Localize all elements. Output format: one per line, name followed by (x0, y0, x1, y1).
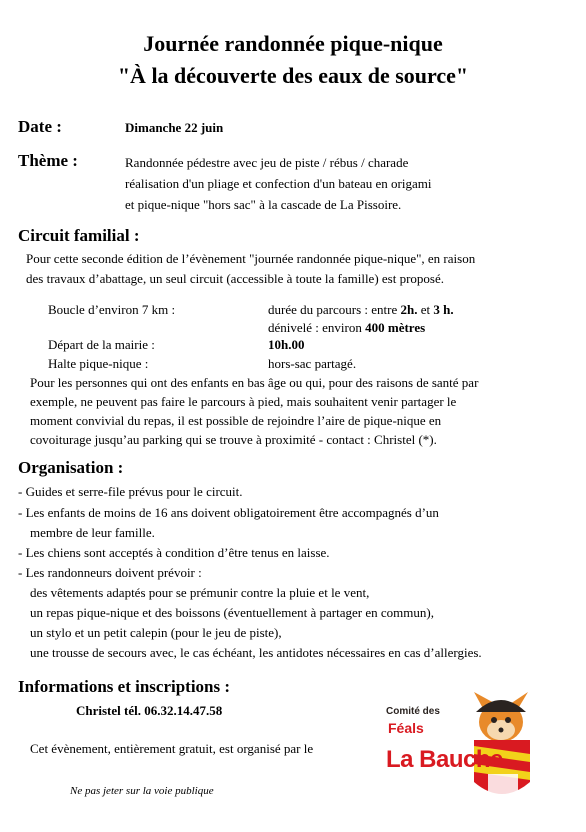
circuit-intro-line: des travaux d’abattage, un seul circuit (accessible à toute la famille) est proposé. (26, 271, 444, 286)
organisation-line: - Les randonneurs doivent prévoir : (18, 565, 202, 580)
organisation-line: - Les chiens sont acceptés à condition d’être tenus en laisse. (18, 545, 330, 560)
fox-mascot-icon (474, 692, 528, 742)
circuit-note-line: covoiturage jusqu’au parking qui se trouve à proximité - contact : Christel (*). (30, 432, 437, 447)
feals-la-bauche-logo (378, 686, 538, 806)
theme-line: réalisation d'un pliage et confection d'un bateau en origami (125, 176, 432, 191)
organisation-line: un stylo et un petit calepin (pour le jeu de piste), (30, 625, 282, 640)
duree-value: durée du parcours : entre 2h. et 3 h. (268, 302, 454, 317)
logo-comite-text: Comité des (386, 706, 440, 717)
circuit-note-line: Pour les personnes qui ont des enfants en bas âge ou qui, pour des raisons de santé par (30, 375, 479, 390)
organisation-line: - Les enfants de moins de 16 ans doivent obligatoirement être accompagnés d’un (18, 505, 439, 520)
denivele-value: dénivelé : environ 400 mètres (268, 320, 426, 335)
circuit-intro-line: Pour cette seconde édition de l’évènement "journée randonnée pique-nique", en raison (26, 251, 476, 266)
date-value: Dimanche 22 juin (125, 120, 224, 135)
circuit-heading: Circuit familial : (18, 226, 140, 245)
logo-la-bauche-text: La Bauche (386, 746, 503, 773)
logo-feals-text: Féals (388, 720, 424, 736)
organisation-line: membre de leur famille. (30, 525, 155, 540)
infos-heading: Informations et inscriptions : (18, 677, 231, 696)
theme-line: et pique-nique "hors sac" à la cascade de La Pissoire. (125, 197, 402, 212)
depart-label: Départ de la mairie : (48, 337, 155, 352)
organise-par-text: Cet évènement, entièrement gratuit, est organisé par le (30, 741, 314, 756)
depart-value: 10h.00 (268, 337, 305, 352)
contact-line: Christel tél. 06.32.14.47.58 (76, 703, 223, 718)
halte-label: Halte pique-nique : (48, 356, 149, 371)
page-subtitle: "À la découverte des eaux de source" (117, 63, 469, 88)
boucle-label: Boucle d’environ 7 km : (48, 302, 176, 317)
theme-label: Thème : (18, 151, 78, 170)
organisation-line: - Guides et serre-file prévus pour le circuit. (18, 484, 243, 499)
page-title: Journée randonnée pique-nique (143, 31, 443, 56)
circuit-note-line: exemple, ne peuvent pas faire le parcours à pied, mais souhaitent venir partager le (30, 394, 457, 409)
organisation-line: un repas pique-nique et des boissons (éventuellement à partager en commun), (30, 605, 434, 620)
theme-line: Randonnée pédestre avec jeu de piste / rébus / charade (125, 155, 409, 170)
organisation-heading: Organisation : (18, 458, 124, 477)
notice-text: Ne pas jeter sur la voie publique (70, 785, 214, 797)
halte-value: hors-sac partagé. (268, 356, 357, 371)
date-label: Date : (18, 117, 62, 136)
circuit-note-line: moment convivial du repas, il est possible de rejoindre l’aire de pique-nique en (30, 413, 442, 428)
organisation-line: des vêtements adaptés pour se prémunir contre la pluie et le vent, (30, 585, 370, 600)
organisation-line: une trousse de secours avec, le cas échéant, les antidotes nécessaires en cas d’allergies. (30, 645, 482, 660)
